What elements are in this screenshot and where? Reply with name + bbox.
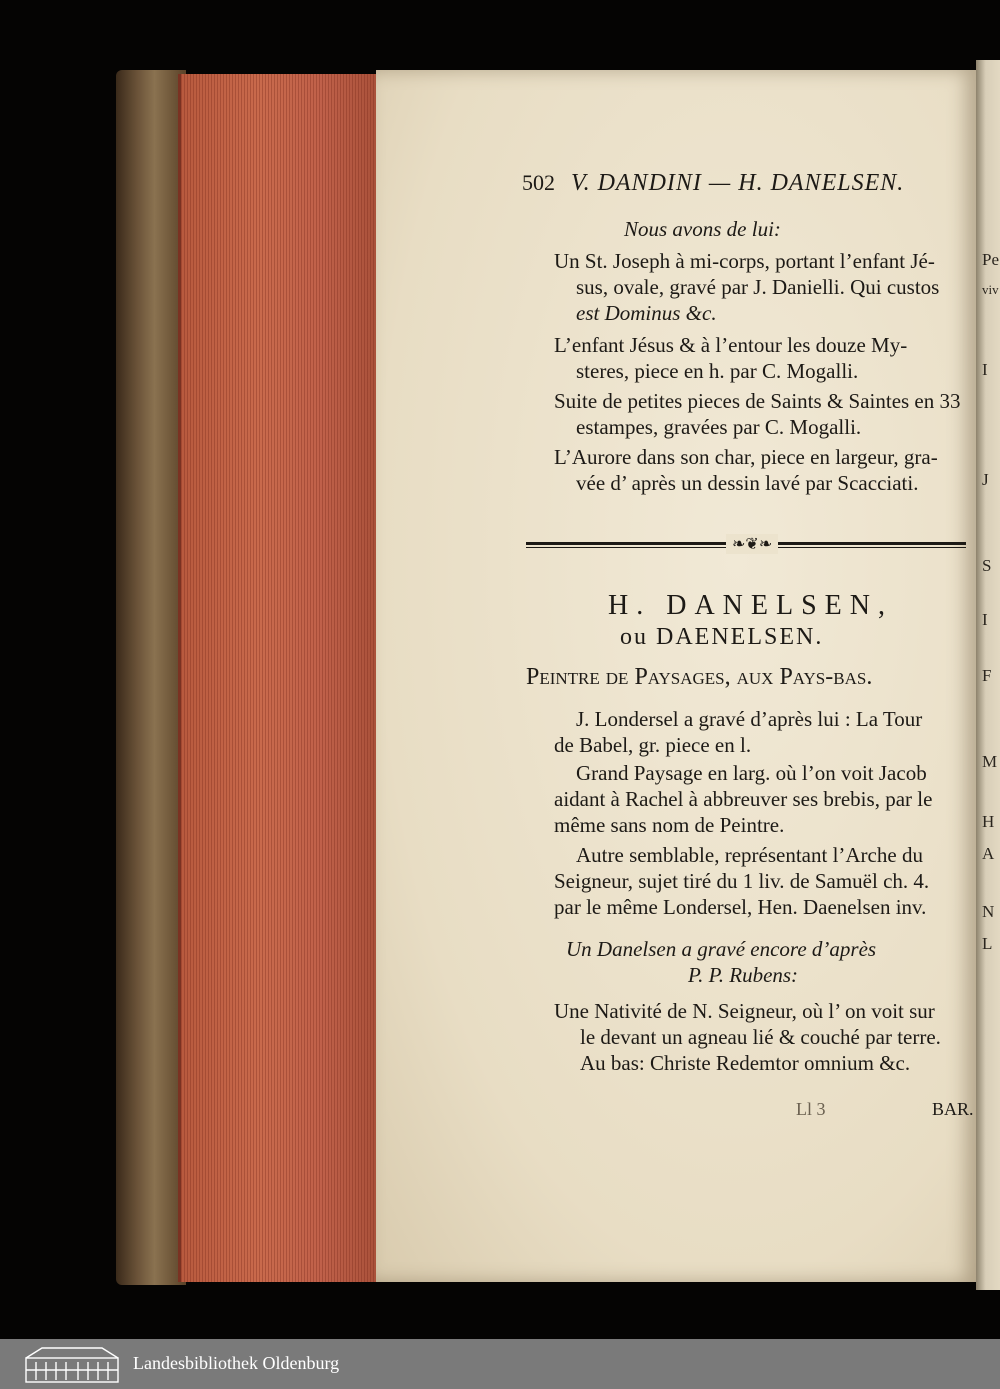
- edge-letter: I: [982, 360, 988, 379]
- edge-letter: I: [982, 610, 988, 629]
- library-building-icon: [22, 1344, 122, 1384]
- section-subtitle: Peintre de Paysages, aux Pays-bas.: [526, 664, 873, 690]
- edge-letter: S: [982, 556, 992, 575]
- section-title-alt: ou DAENELSEN.: [620, 624, 824, 650]
- page-number: 502: [522, 170, 555, 195]
- entry-line: Au bas: Christe Redemtor omnium &c.: [580, 1051, 911, 1075]
- edge-letter: F: [982, 666, 992, 685]
- body-line: Grand Paysage en larg. où l’on voit Jacob: [576, 761, 927, 785]
- edge-letter: J: [982, 470, 989, 489]
- edge-letter: H: [982, 812, 995, 831]
- entry-line: Un St. Joseph à mi-corps, portant l’enfant Jé-: [554, 249, 935, 273]
- edge-letter: A: [982, 844, 995, 863]
- entry-line: L’enfant Jésus & à l’entour les douze My-: [554, 333, 908, 357]
- library-footer: [0, 1339, 1000, 1389]
- body-line: Seigneur, sujet tiré du 1 liv. de Samuël ch. 4.: [554, 869, 930, 893]
- sub-intro: Un Danelsen a gravé encore d’après: [566, 937, 877, 961]
- edge-letter: viv: [982, 282, 999, 297]
- running-head-title: V. DANDINI — H. DANELSEN.: [571, 170, 905, 196]
- entry-line: vée d’ après un dessin lavé par Scacciati.: [576, 471, 919, 495]
- edge-letter: N: [982, 902, 995, 921]
- intro-line: Nous avons de lui:: [624, 217, 781, 241]
- facing-page-edge: [976, 60, 1000, 1290]
- body-line: par le même Londersel, Hen. Daenelsen inv.: [554, 895, 927, 919]
- library-name: Landesbibliothek Oldenburg: [133, 1353, 340, 1373]
- edge-letter: M: [982, 752, 998, 771]
- edge-letter: L: [982, 934, 993, 953]
- entry-line: steres, piece en h. par C. Mogalli.: [576, 359, 859, 383]
- body-line: même sans nom de Peintre.: [554, 813, 785, 837]
- entry-line: L’Aurore dans son char, piece en largeur, gra-: [554, 445, 938, 469]
- entry-line: Une Nativité de N. Seigneur, où l’ on voit sur: [554, 999, 935, 1023]
- body-line: J. Londersel a gravé d’après lui : La Tour: [576, 707, 923, 731]
- book-page: [376, 70, 976, 1282]
- edge-letter: Pe: [982, 250, 999, 269]
- body-line: aidant à Rachel à abbreuver ses brebis, par le: [554, 787, 933, 811]
- entry-line: Suite de petites pieces de Saints & Saintes en 33: [554, 389, 961, 413]
- ornamental-rule: [526, 538, 966, 552]
- entry-line: sus, ovale, gravé par J. Danielli. Qui custos: [576, 275, 940, 299]
- entry-line: est Dominus &c.: [576, 301, 717, 325]
- running-head: [522, 170, 904, 197]
- book-spine: [116, 70, 186, 1285]
- catchword: BAR.: [932, 1099, 974, 1119]
- body-line: Autre semblable, représentant l’Arche du: [576, 843, 923, 867]
- sub-intro: P. P. Rubens:: [688, 963, 799, 987]
- entry-line: estampes, gravées par C. Mogalli.: [576, 415, 862, 439]
- ornament: ❧❦❧: [726, 534, 778, 554]
- signature-mark: Ll 3: [796, 1099, 826, 1119]
- page-edge-red: [178, 74, 381, 1282]
- body-line: de Babel, gr. piece en l.: [554, 733, 752, 757]
- entry-line: le devant un agneau lié & couché par terre.: [580, 1025, 941, 1049]
- section-title: H. DANELSEN,: [608, 590, 893, 621]
